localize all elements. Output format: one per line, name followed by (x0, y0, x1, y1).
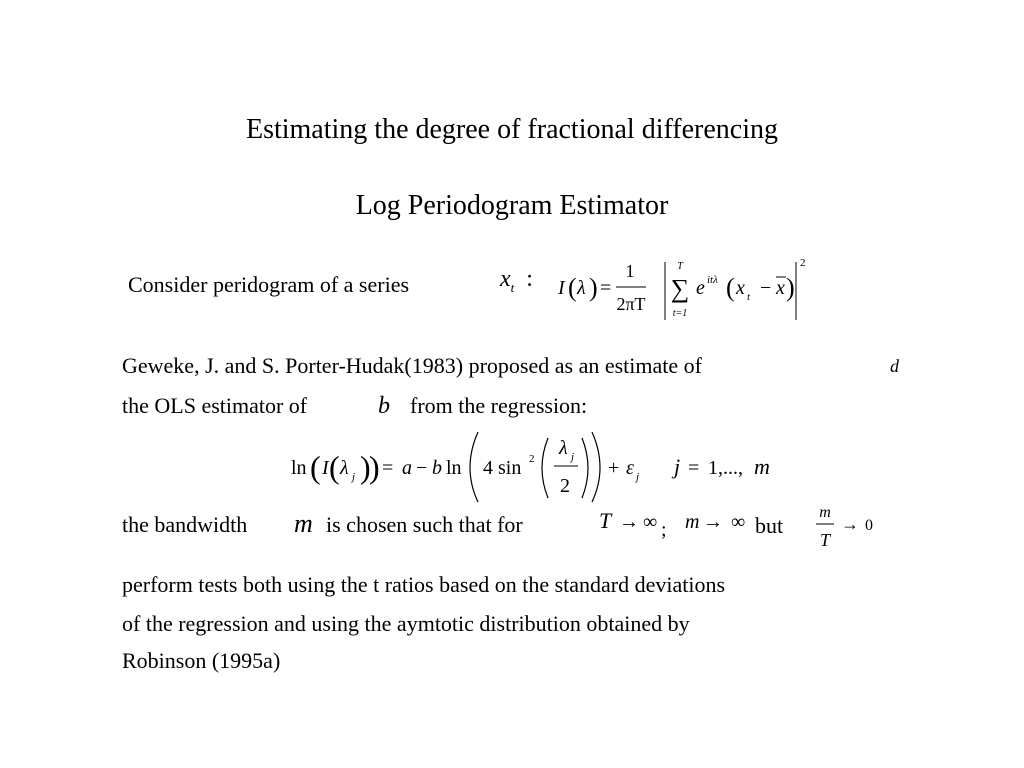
f1-rparen2: ) (786, 273, 795, 302)
f2-ln2: ln (446, 457, 462, 479)
f2-range-vals: 1,..., (708, 457, 743, 479)
f1-exp: e (696, 277, 705, 299)
f1-lparen2: ( (726, 273, 735, 302)
f1-rparen: ) (589, 273, 598, 302)
cond-zero: 0 (865, 517, 873, 534)
cond-arrow2: → (703, 511, 723, 533)
f1-x: x (736, 277, 745, 299)
f2-eq: = (382, 457, 394, 479)
cond-but: but (755, 513, 784, 538)
f2-eps: ε (626, 457, 634, 479)
f2-range-j: j (674, 454, 681, 479)
cond-inf1: ∞ (643, 511, 658, 533)
f2-big-rparen (592, 432, 600, 502)
cond-T: T (599, 508, 612, 533)
f2-sq: 2 (529, 453, 535, 465)
f1-I: I (558, 277, 565, 299)
f2-lp1: ( (310, 449, 321, 485)
f1-lambda: λ (577, 277, 586, 299)
series-variable: $x_t$ : (500, 266, 533, 295)
para-line-1: perform tests both using the t ratios based on the standard deviations (122, 572, 726, 597)
para-line-2: of the regression and using the aymtotic distribution obtained by (122, 611, 690, 636)
f2-lambda: λ (340, 457, 349, 479)
para-line-3: Robinson (1995a) (122, 648, 281, 673)
f1-num: 1 (625, 261, 635, 281)
slide-subtitle: Log Periodogram Estimator (355, 190, 669, 221)
cond-frac-num: m (819, 504, 831, 521)
f1-lparen: ( (568, 273, 577, 302)
cond-arrow1: → (619, 511, 639, 533)
f2-rp2: ) (360, 449, 371, 485)
f1-den: 2πT (616, 294, 646, 314)
f2-minus: − (416, 457, 428, 479)
cond-inf2: ∞ (731, 511, 746, 533)
f1-sum-top: T (677, 261, 683, 272)
var-d: d (890, 356, 899, 376)
var-m: m (294, 509, 313, 538)
cond-m: m (685, 511, 700, 533)
regression-formula (286, 426, 786, 506)
f2-plus: + (608, 457, 620, 479)
f1-minus: − (760, 277, 772, 299)
f2-two: 2 (560, 475, 570, 497)
cond-frac-den: T (819, 530, 831, 550)
f2-rp1: ) (369, 449, 380, 485)
periodogram-formula (540, 252, 820, 324)
f2-lam2: λ (559, 437, 568, 459)
f1-power: 2 (800, 257, 806, 269)
f2-j2: j (571, 451, 575, 463)
f2-four: 4 (483, 457, 493, 479)
var-b: b (378, 393, 390, 419)
cond-semi: ; (661, 519, 667, 541)
f2-sin: sin (498, 457, 522, 479)
f2-mid-rparen (582, 438, 588, 498)
f2-j1: j (352, 471, 356, 483)
f2-b: b (432, 457, 442, 479)
f1-x-sub: t (747, 291, 751, 303)
f1-sum: ∑ (670, 274, 690, 303)
f2-range-m: m (754, 454, 770, 479)
line1-text: Consider peridogram of a series (128, 272, 410, 297)
f1-xbar: x (776, 277, 785, 299)
f1-sum-bottom: t=1 (672, 308, 688, 319)
f2-ln1: ln (291, 457, 307, 479)
line3-text-2: from the regression: (410, 393, 588, 418)
f1-eq: = (600, 277, 612, 299)
line4-text-2: is chosen such that for (326, 512, 523, 537)
bandwidth-condition (595, 500, 895, 560)
slide-title: Estimating the degree of fractional differencing (245, 114, 779, 145)
f2-range-eq: = (688, 457, 700, 479)
line3-text: the OLS estimator of (122, 393, 308, 418)
f2-I: I (322, 457, 329, 479)
f2-big-lparen (470, 432, 478, 502)
f1-exp-sup: itλ (707, 274, 718, 286)
f2-mid-lparen (542, 438, 548, 498)
line2-text: Geweke, J. and S. Porter-Hudak(1983) proposed as an estimate of (122, 353, 702, 378)
cond-arrow3: → (841, 514, 859, 534)
line4-text: the bandwidth (122, 512, 248, 537)
f2-lp2: ( (329, 449, 340, 485)
f2-a: a (402, 457, 412, 479)
f2-j3: j (636, 471, 640, 483)
